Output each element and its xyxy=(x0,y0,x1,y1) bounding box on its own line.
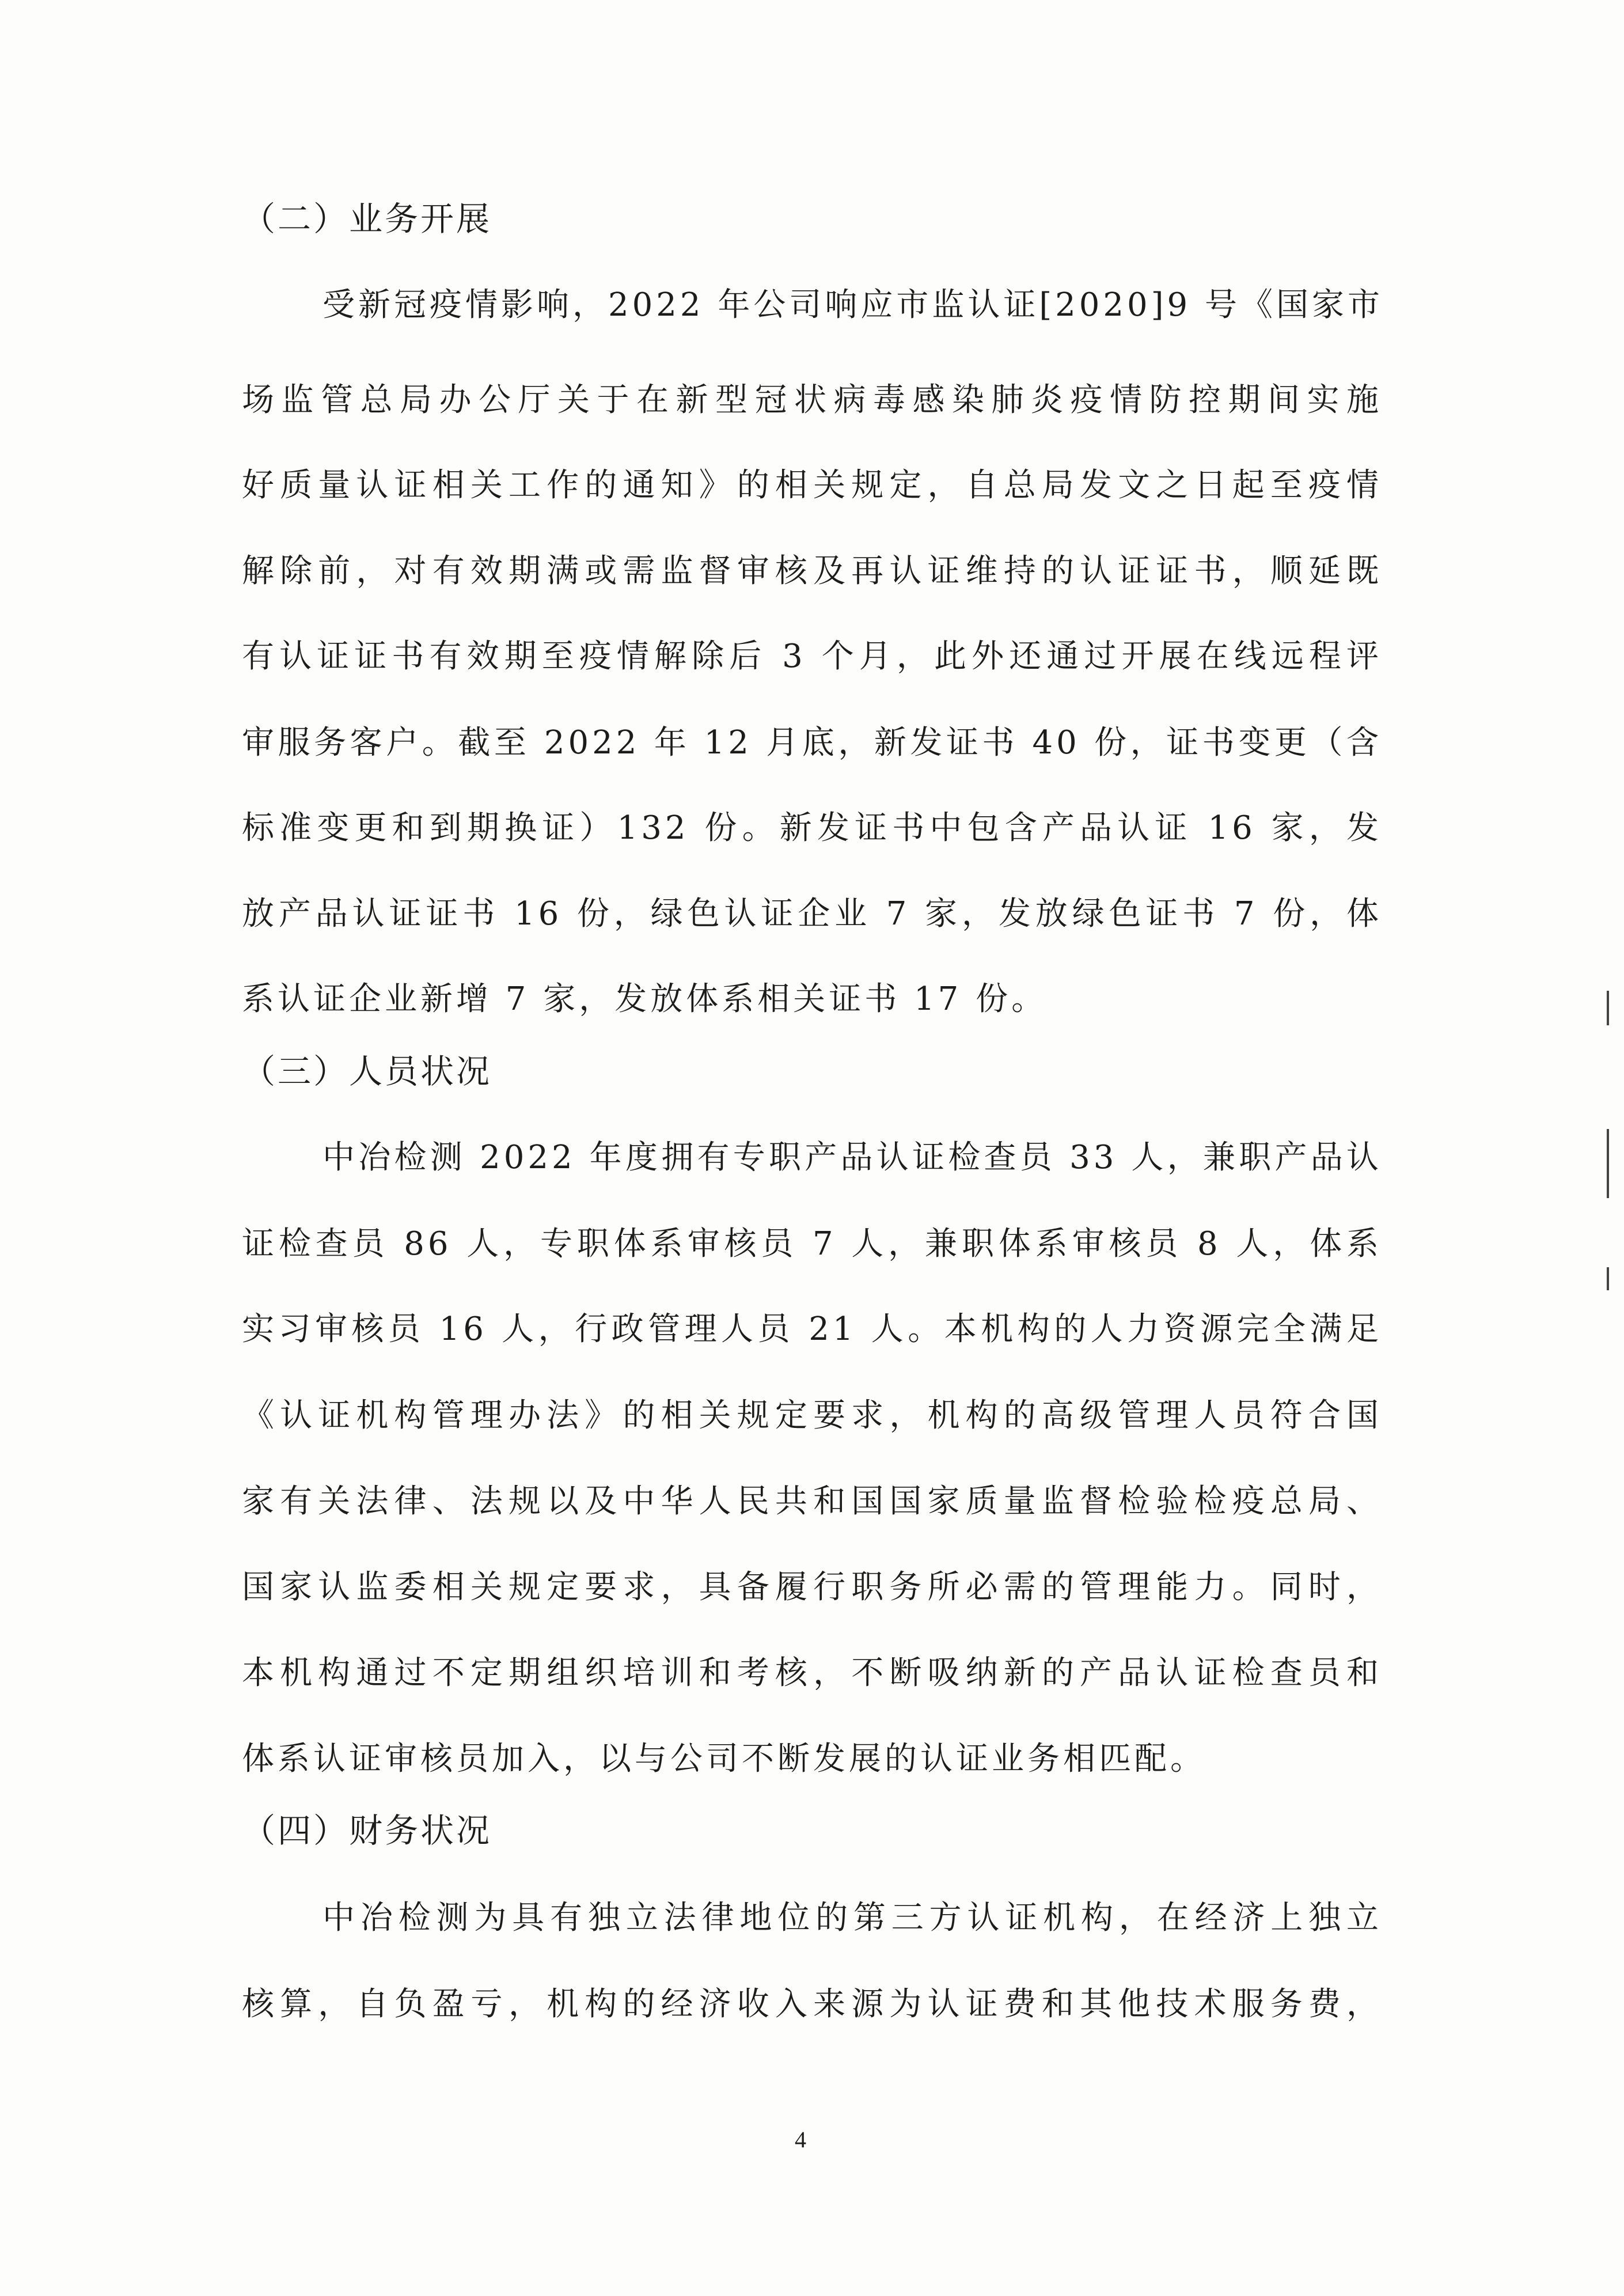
paragraph-line: 实习审核员 16 人，行政管理人员 21 人。本机构的人力资源完全满足 xyxy=(242,1310,1382,1348)
paragraph-line: 证检查员 86 人，专职体系审核员 7 人，兼职体系审核员 8 人，体系 xyxy=(242,1225,1382,1263)
paragraph-line: 系认证企业新增 7 家，发放体系相关证书 17 份。 xyxy=(242,980,1048,1018)
paragraph-line: 中冶检测为具有独立法律地位的第三方认证机构，在经济上独立 xyxy=(322,1899,1382,1937)
section-heading-personnel: （三）人员状况 xyxy=(242,1052,492,1091)
paragraph-line: 《认证机构管理办法》的相关规定要求，机构的高级管理人员符合国 xyxy=(242,1397,1382,1434)
paragraph-line: 中冶检测 2022 年度拥有专职产品认证检查员 33 人，兼职产品认 xyxy=(322,1139,1382,1176)
paragraph-line: 体系认证审核员加入，以与公司不断发展的认证业务相匹配。 xyxy=(242,1740,1206,1778)
paragraph-line: 国家认监委相关规定要求，具备履行职务所必需的管理能力。同时， xyxy=(242,1568,1382,1606)
paragraph-line: 好质量认证相关工作的通知》的相关规定，自总局发文之日起至疫情 xyxy=(242,467,1382,504)
scan-artifact xyxy=(1607,1129,1609,1198)
section-heading-business: （二）业务开展 xyxy=(242,199,492,238)
page-number: 4 xyxy=(795,2127,806,2153)
paragraph-line: 核算，自负盈亏，机构的经济收入来源为认证费和其他技术服务费， xyxy=(242,1986,1382,2023)
paragraph-line: 家有关法律、法规以及中华人民共和国国家质量监督检验检疫总局、 xyxy=(242,1483,1382,1520)
scan-artifact xyxy=(1607,991,1609,1025)
paragraph-line: 解除前，对有效期满或需监督审核及再认证维持的认证证书，顺延既 xyxy=(242,552,1382,590)
paragraph-line: 本机构通过不定期组织培训和考核，不断吸纳新的产品认证检查员和 xyxy=(242,1654,1382,1692)
paragraph-line: 审服务客户。截至 2022 年 12 月底，新发证书 40 份，证书变更（含 xyxy=(242,724,1382,761)
section-heading-finance: （四）财务状况 xyxy=(242,1811,492,1850)
paragraph-line: 放产品认证证书 16 份，绿色认证企业 7 家，发放绿色证书 7 份，体 xyxy=(242,895,1382,933)
paragraph-line: 场监管总局办公厅关于在新型冠状病毒感染肺炎疫情防控期间实施 xyxy=(242,381,1382,419)
paragraph-line: 有认证证书有效期至疫情解除后 3 个月，此外还通过开展在线远程评 xyxy=(242,638,1382,675)
scan-artifact xyxy=(1607,1267,1609,1290)
paragraph-line: 标准变更和到期换证）132 份。新发证书中包含产品认证 16 家，发 xyxy=(242,809,1382,847)
paragraph-line: 受新冠疫情影响，2022 年公司响应市监认证[2020]9 号《国家市 xyxy=(322,286,1383,324)
